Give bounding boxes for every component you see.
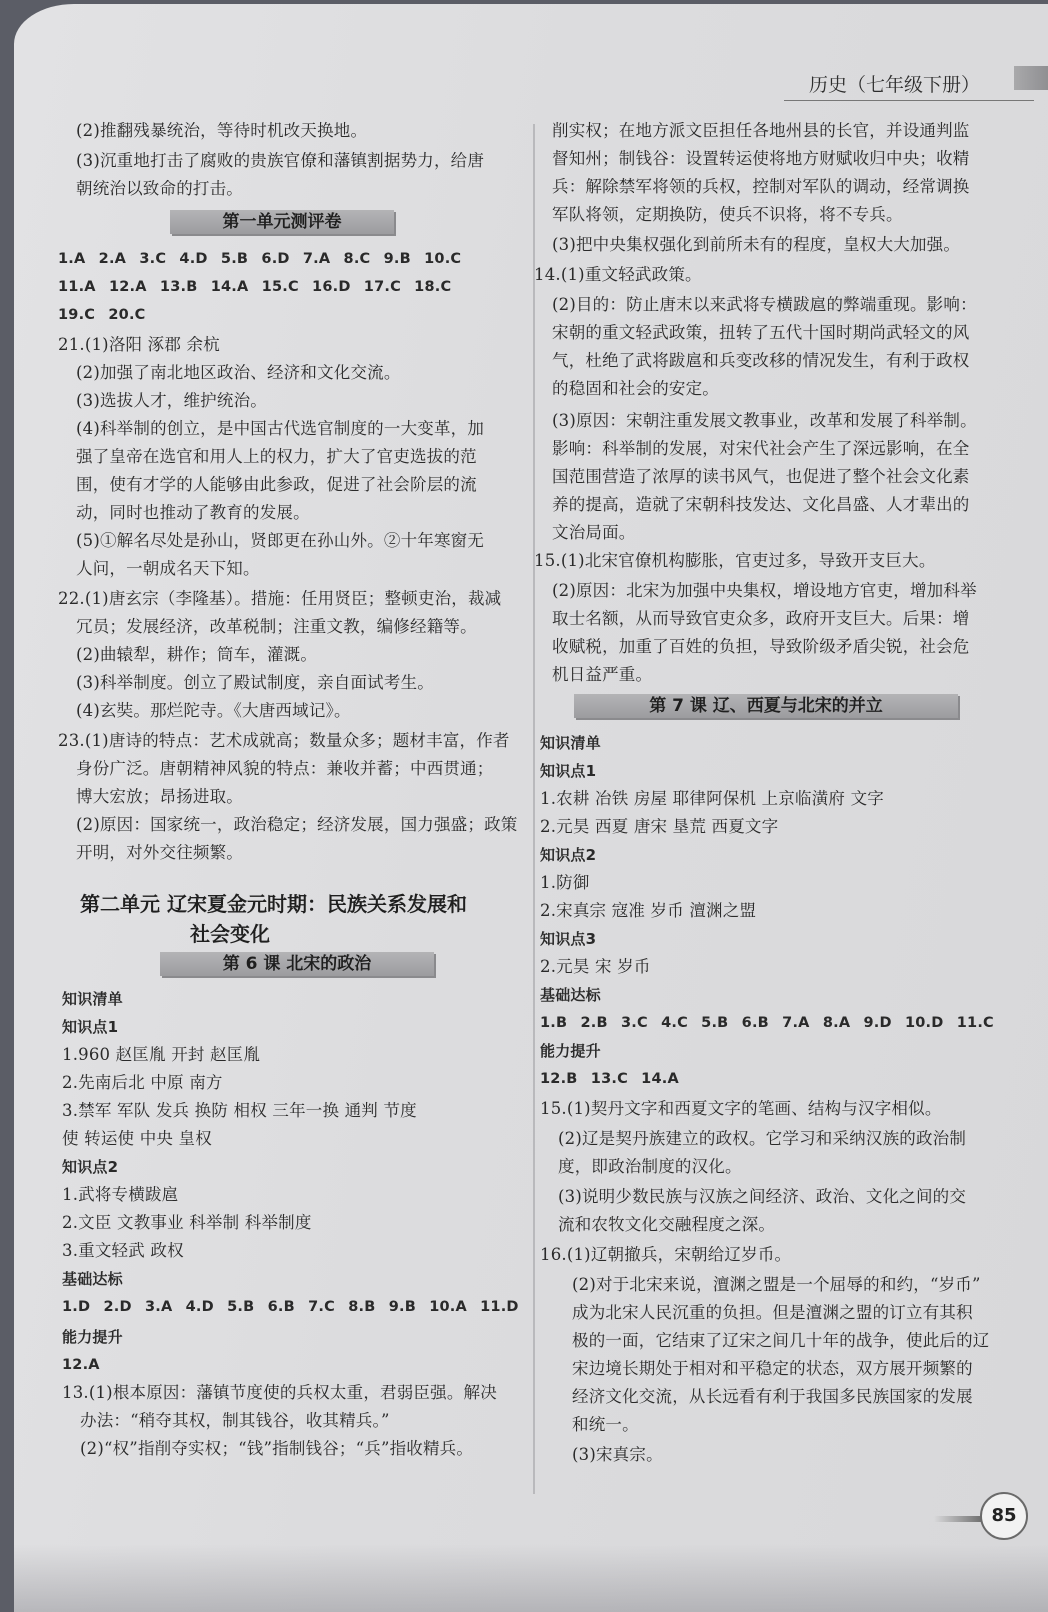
section-heading: 基础达标	[62, 1270, 123, 1288]
answer-line: (4)玄奘。那烂陀寺。《大唐西域记》。	[76, 701, 351, 720]
answer-line: (2)辽是契丹族建立的政权。它学习和采纳汉族的政治制	[558, 1129, 967, 1148]
answer-line: 影响：科举制的发展，对宋代社会产生了深远影响，在全	[552, 439, 970, 458]
answer-line: (2)曲辕犁，耕作；筒车，灌溉。	[76, 645, 318, 664]
subsection-heading: 知识点2	[62, 1158, 119, 1176]
page-number: 85	[980, 1492, 1028, 1540]
section-band-lesson-7: 第 7 课 辽、西夏与北宋的并立	[574, 694, 958, 718]
answer-line: 身份广泛。唐朝精神风貌的特点：兼收并蓄；中西贯通；	[76, 759, 494, 778]
answer-line: 宋朝的重文轻武政策，扭转了五代十国时期尚武轻文的风	[552, 323, 970, 342]
answer-line: 15.(1)北宋官僚机构膨胀，官吏过多，导致开支巨大。	[534, 551, 936, 570]
answer-line: 13.(1)根本原因：藩镇节度使的兵权太重，君弱臣强。解决	[62, 1383, 497, 1402]
answer-line: 兵：解除禁军将领的兵权，控制对军队的调动，经常调换	[552, 177, 970, 196]
mcq-answers: 12.A	[62, 1357, 100, 1373]
answer-line: (3)原因：宋朝注重发展文教事业，改革和发展了科举制。	[552, 411, 977, 430]
answer-line: 博大宏放；昂扬进取。	[76, 787, 243, 806]
subsection-heading: 知识点2	[540, 846, 597, 864]
section-heading: 能力提升	[62, 1328, 123, 1346]
answer-line: 15.(1)契丹文字和西夏文字的笔画、结构与汉字相似。	[540, 1099, 942, 1118]
answer-line: 1.武将专横跋扈	[62, 1185, 179, 1204]
answer-line: 取士名额，从而导致官吏众多，政府开支巨大。后果：增	[552, 609, 970, 628]
answer-line: 养的提高，造就了宋朝科技发达、文化昌盛、人才辈出的	[552, 495, 970, 514]
mcq-answers: 1.A 2.A 3.C 4.D 5.B 6.D 7.A 8.C 9.B 10.C	[58, 251, 462, 267]
answer-line: 1.960 赵匡胤 开封 赵匡胤	[62, 1045, 261, 1064]
header-rule	[784, 100, 1034, 101]
answer-line: 2.文臣 文教事业 科举制 科举制度	[62, 1213, 312, 1232]
mcq-answers: 11.A 12.A 13.B 14.A 15.C 16.D 17.C 18.C	[58, 279, 452, 295]
answer-line: (2)原因：北宋为加强中央集权，增设地方官吏，增加科举	[552, 581, 977, 600]
section-heading: 基础达标	[540, 986, 601, 1004]
answer-line: 军队将领，定期换防，使兵不识将，将不专兵。	[552, 205, 903, 224]
answer-line: 的稳固和社会的安定。	[552, 379, 719, 398]
answer-line: 削实权；在地方派文臣担任各地州县的长官，并设通判监	[552, 121, 970, 140]
textbook-page	[14, 4, 1048, 1612]
answer-line: 经济文化交流，从长远看有利于我国多民族国家的发展	[572, 1387, 973, 1406]
answer-line: 冗员；发展经济，改革税制；注重文教，编修经籍等。	[76, 617, 477, 636]
answer-line: (2)目的：防止唐末以来武将专横跋扈的弊端重现。影响：	[552, 295, 977, 314]
answer-line: 收赋税，加重了百姓的负担，导致阶级矛盾尖锐，社会危	[552, 637, 970, 656]
answer-line: 气，杜绝了武将跋扈和兵变改移的情况发生，有利于政权	[552, 351, 970, 370]
header-tab-decoration	[1014, 66, 1048, 90]
answer-line: (2)“权”指削夺实权；“钱”指制钱谷；“兵”指收精兵。	[80, 1439, 474, 1458]
answer-line: 14.(1)重文轻武政策。	[534, 265, 702, 284]
answer-line: 极的一面，它结束了辽宋之间几十年的战争，使此后的辽	[572, 1331, 990, 1350]
answer-line: 2.元昊 西夏 唐宋 垦荒 西夏文字	[540, 817, 779, 836]
answer-line: 文治局面。	[552, 523, 636, 542]
mcq-answers: 1.B 2.B 3.C 4.C 5.B 6.B 7.A 8.A 9.D 10.D 11.C	[540, 1015, 994, 1031]
answer-line: 朝统治以致命的打击。	[76, 179, 243, 198]
answer-line: 办法：“稍夺其权，制其钱谷，收其精兵。”	[80, 1411, 390, 1430]
subsection-heading: 知识点1	[540, 762, 597, 780]
answer-line: 动，同时也推动了教育的发展。	[76, 503, 310, 522]
answer-line: 流和农牧文化交融程度之深。	[558, 1215, 776, 1234]
answer-line: 使 转运使 中央 皇权	[62, 1129, 212, 1148]
answer-line: 21.(1)洛阳 涿郡 余杭	[58, 335, 220, 354]
answer-line: (3)沉重地打击了腐败的贵族官僚和藩镇割据势力，给唐	[76, 151, 485, 170]
section-heading: 知识清单	[540, 734, 601, 752]
answer-line: (3)科举制度。创立了殿试制度，亲自面试考生。	[76, 673, 434, 692]
answer-line: 强了皇帝在选官和用人上的权力，扩大了官吏选拔的范	[76, 447, 477, 466]
answer-line: 度，即政治制度的汉化。	[558, 1157, 742, 1176]
mcq-answers: 19.C 20.C	[58, 307, 146, 323]
answer-line: (2)加强了南北地区政治、经济和文化交流。	[76, 363, 401, 382]
section-band-lesson-6: 第 6 课 北宋的政治	[160, 952, 434, 976]
answer-line: 成为北宋人民沉重的负担。但是澶渊之盟的订立有其积	[572, 1303, 973, 1322]
answer-line: (3)宋真宗。	[572, 1445, 663, 1464]
answer-line: 2.宋真宗 寇准 岁币 澶渊之盟	[540, 901, 757, 920]
answer-line: 22.(1)唐玄宗（李隆基）。措施：任用贤臣；整顿吏治，裁减	[58, 589, 502, 608]
answer-line: 国范围营造了浓厚的读书风气，也促进了整个社会文化素	[552, 467, 970, 486]
answer-line: (4)科举制的创立，是中国古代选官制度的一大变革，加	[76, 419, 485, 438]
answer-line: 围，使有才学的人能够由此参政，促进了社会阶层的流	[76, 475, 477, 494]
answer-line: (3)选拔人才，维护统治。	[76, 391, 267, 410]
answer-line: (5)①解名尽处是孙山，贤郎更在孙山外。②十年寒窗无	[76, 531, 485, 550]
page-shadow	[14, 1544, 1048, 1612]
header-subject: 历史（七年级下册）	[809, 74, 981, 96]
answer-line: (3)说明少数民族与汉族之间经济、政治、文化之间的交	[558, 1187, 967, 1206]
answer-line: 机日益严重。	[552, 665, 653, 684]
page-number-decoration	[934, 1516, 984, 1522]
answer-line: 23.(1)唐诗的特点：艺术成就高；数量众多；题材丰富，作者	[58, 731, 510, 750]
answer-line: (3)把中央集权强化到前所未有的程度，皇权大大加强。	[552, 235, 961, 254]
answer-line: 宋边境长期处于相对和平稳定的状态，双方展开频繁的	[572, 1359, 973, 1378]
answer-line: 和统一。	[572, 1415, 639, 1434]
answer-line: (2)原因：国家统一，政治稳定；经济发展，国力强盛；政策	[76, 815, 518, 834]
subsection-heading: 知识点1	[62, 1018, 119, 1036]
unit-title: 第二单元 辽宋夏金元时期：民族关系发展和	[80, 892, 467, 916]
section-heading: 知识清单	[62, 990, 123, 1008]
mcq-answers: 1.D 2.D 3.A 4.D 5.B 6.B 7.C 8.B 9.B 10.A 11.D	[62, 1299, 519, 1315]
answer-line: 1.农耕 冶铁 房屋 耶律阿保机 上京临潢府 文字	[540, 789, 884, 808]
answer-line: 3.重文轻武 政权	[62, 1241, 184, 1260]
answer-line: 人问，一朝成名天下知。	[76, 559, 260, 578]
answer-line: 2.先南后北 中原 南方	[62, 1073, 223, 1092]
answer-line: (2)对于北宋来说，澶渊之盟是一个屈辱的和约，“岁币”	[572, 1275, 981, 1294]
answer-line: 开明，对外交往频繁。	[76, 843, 243, 862]
unit-title-continued: 社会变化	[190, 922, 270, 946]
section-band-unit-test: 第一单元测评卷	[170, 210, 394, 234]
subsection-heading: 知识点3	[540, 930, 597, 948]
answer-line: 督知州；制钱谷：设置转运使将地方财赋收归中央；收精	[552, 149, 970, 168]
section-heading: 能力提升	[540, 1042, 601, 1060]
answer-line: 3.禁军 军队 发兵 换防 相权 三年一换 通判 节度	[62, 1101, 417, 1120]
answer-line: 1.防御	[540, 873, 590, 892]
answer-line: (2)推翻残暴统治，等待时机改天换地。	[76, 121, 368, 140]
answer-line: 2.元昊 宋 岁币	[540, 957, 651, 976]
mcq-answers: 12.B 13.C 14.A	[540, 1071, 679, 1087]
answer-line: 16.(1)辽朝撤兵，宋朝给辽岁币。	[540, 1245, 792, 1264]
